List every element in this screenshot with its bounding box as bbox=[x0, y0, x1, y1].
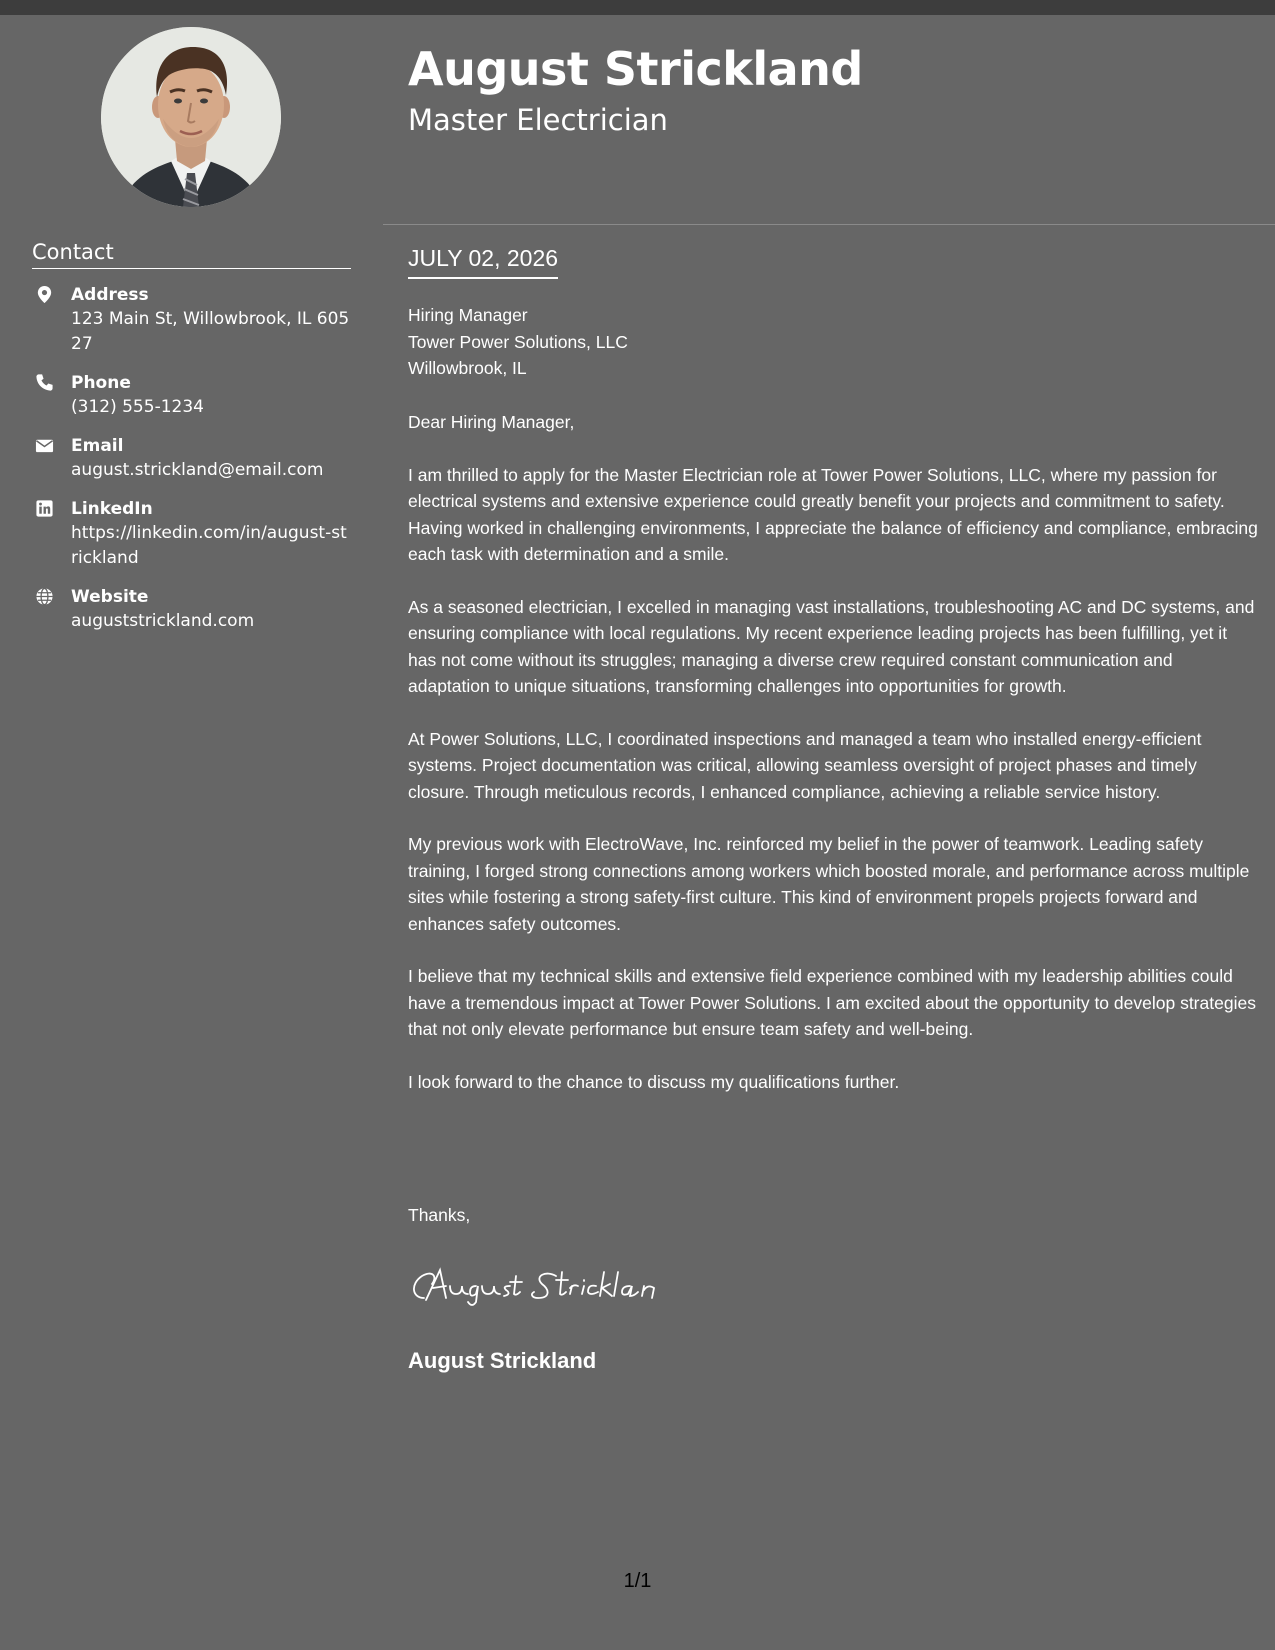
body-paragraph: I believe that my technical skills and extensive field experience combined with my leadership abilities could have a tremendous impact at Tower Power Solutions. I am excited about the opportunity to develop strategies that not only elevate performance but ensure team safety and well-being. bbox=[408, 966, 1256, 1039]
phone-label: Phone bbox=[71, 373, 131, 393]
phone-value: (312) 555-1234 bbox=[71, 397, 204, 417]
email-value[interactable]: august.strickland@email.com bbox=[71, 460, 324, 480]
header-divider bbox=[383, 224, 1275, 225]
recipient-name: Hiring Manager bbox=[408, 305, 528, 325]
body-paragraph: I am thrilled to apply for the Master Electrician role at Tower Power Solutions, LLC, where my passion for electrical systems and extensive experience could greatly benefit your projects and commitment to safety. Having worked in challenging environments, I appreciate the balance of efficiency and compliance, embracing each task with determination and a smile. bbox=[408, 464, 1258, 564]
linkedin-value[interactable]: https://linkedin.com/in/august-strickland bbox=[71, 523, 347, 568]
body-paragraph: At Power Solutions, LLC, I coordinated inspections and managed a team who installed energy-efficient systems. Project documentation was critical, allowing seamless oversight of project phases and timely closure. Through meticulous records, I enhanced compliance, achieving a reliable service history. bbox=[408, 728, 1202, 802]
contact-heading: Contact bbox=[32, 240, 351, 269]
body-paragraph: I look forward to the chance to discuss my qualifications further. bbox=[408, 1071, 900, 1092]
contact-website bbox=[32, 585, 352, 634]
envelope-icon bbox=[35, 436, 54, 455]
contact-list bbox=[32, 283, 352, 634]
signer-name: August Strickland bbox=[408, 1348, 597, 1373]
body-paragraph: My previous work with ElectroWave, Inc. reinforced my belief in the power of teamwork. Leading safety training, I forged strong connections among workers which boosted morale, and performance across multiple sites while fostering a strong safety-first culture. This kind of environment propels projects forward and enhances safety outcomes. bbox=[408, 834, 1250, 934]
address-label: Address bbox=[71, 285, 149, 305]
handwritten-signature bbox=[406, 1262, 676, 1308]
body-paragraph: As a seasoned electrician, I excelled in managing vast installations, troubleshooting AC and DC systems, and ensuring compliance with local regulations. My recent experience leading projects has been fulfilling, yet it has not come without its struggles; managing a diverse crew required constant communication and adaptation to unique situations, transforming challenges into opportunities for growth. bbox=[408, 596, 1255, 696]
closing: Thanks, bbox=[408, 1205, 471, 1225]
website-label: Website bbox=[71, 587, 149, 607]
contact-email bbox=[32, 434, 352, 497]
applicant-name: August Strickland bbox=[408, 42, 863, 96]
contact-address bbox=[32, 283, 352, 371]
recipient-location: Willowbrook, IL bbox=[408, 358, 527, 378]
linkedin-label: LinkedIn bbox=[71, 499, 153, 519]
address-value: 123 Main St, Willowbrook, IL 60527 bbox=[71, 309, 350, 354]
contact-phone bbox=[32, 371, 352, 434]
letter-date: JULY 02, 2026 bbox=[408, 245, 558, 279]
recipient-company: Tower Power Solutions, LLC bbox=[408, 331, 628, 352]
salutation: Dear Hiring Manager, bbox=[408, 412, 575, 432]
top-bar bbox=[0, 0, 1275, 15]
profile-photo bbox=[101, 27, 281, 207]
globe-icon bbox=[35, 587, 54, 606]
contact-linkedin bbox=[32, 497, 352, 585]
letter-body bbox=[408, 409, 1258, 1121]
recipient-block bbox=[408, 302, 628, 382]
job-title: Master Electrician bbox=[408, 103, 668, 137]
map-pin-icon bbox=[35, 285, 54, 304]
linkedin-icon bbox=[35, 499, 54, 518]
email-label: Email bbox=[71, 436, 124, 456]
page-number: 1/1 bbox=[623, 1570, 652, 1592]
website-value[interactable]: auguststrickland.com bbox=[71, 611, 255, 631]
phone-icon bbox=[35, 373, 54, 392]
